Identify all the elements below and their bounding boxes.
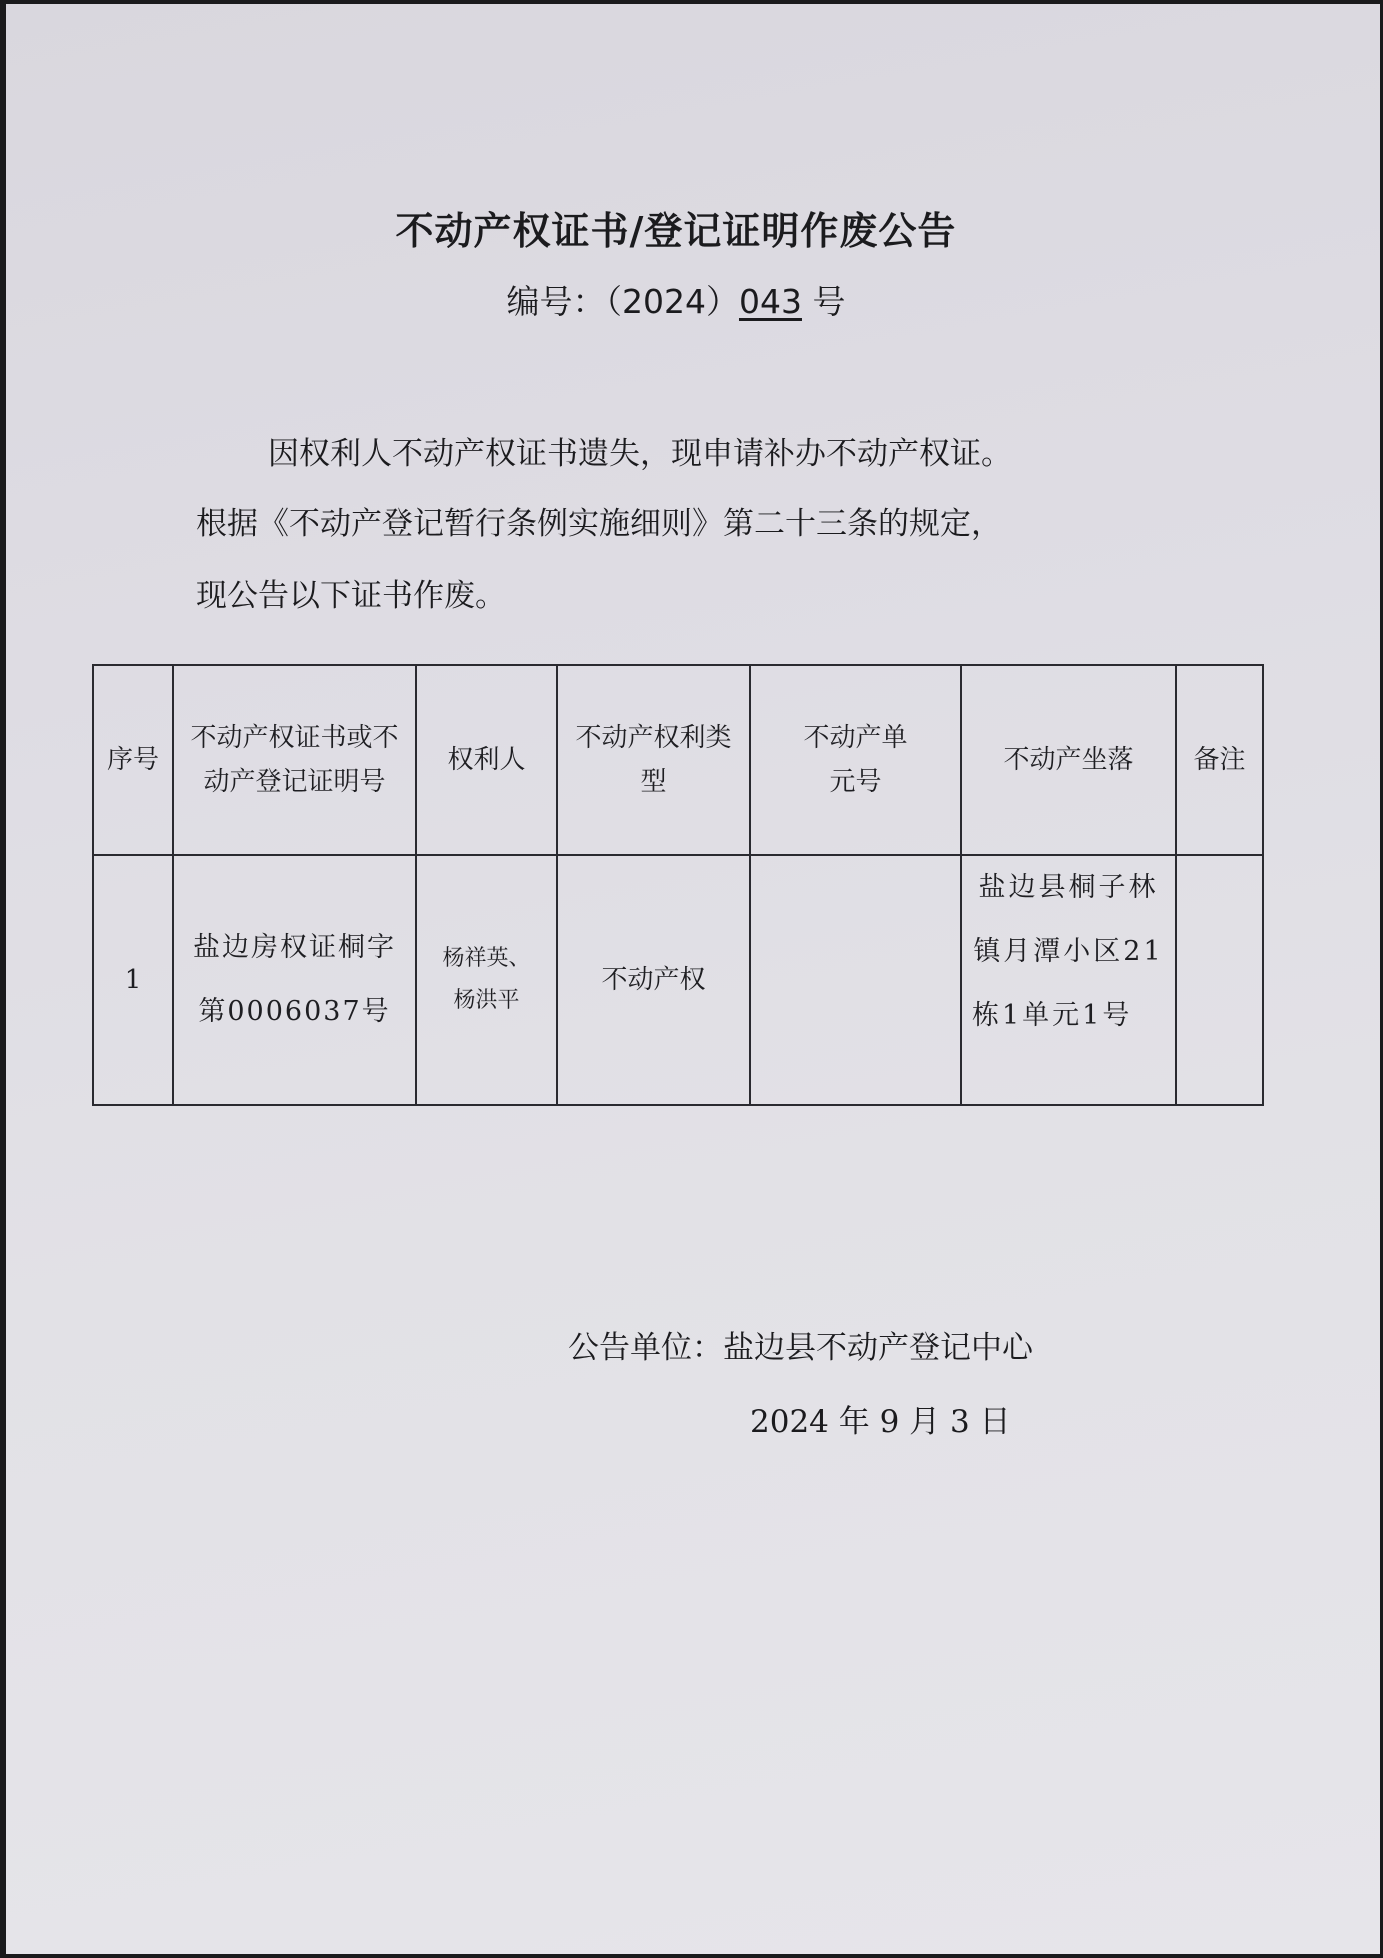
row-holder-line-1: 杨祥英、 bbox=[442, 946, 531, 972]
row-right-type: 不动产权 bbox=[557, 855, 750, 1105]
notice-number bbox=[6, 276, 1346, 323]
paragraph-line-3: 现公告以下证书作废。 bbox=[196, 578, 506, 614]
row-cert-number: 盐边房权证桐字第0006037号 bbox=[173, 855, 416, 1105]
notice-number-prefix: 编号：（2024） bbox=[506, 282, 739, 321]
header-cert-number: 不动产权证书或不动产登记证明号 bbox=[173, 665, 416, 855]
header-holder: 权利人 bbox=[416, 665, 557, 855]
table-header-row bbox=[93, 665, 1263, 855]
table-row bbox=[93, 855, 1263, 1105]
void-certificate-table bbox=[92, 664, 1264, 1106]
header-unit-number: 不动产单元号 bbox=[750, 665, 961, 855]
notice-number-suffix: 号 bbox=[801, 282, 846, 321]
paragraph-line-1: 因权利人不动产权证书遗失，现申请补办不动产权证。 bbox=[268, 436, 1012, 472]
notice-number-value: 043 bbox=[738, 282, 802, 321]
row-holder bbox=[416, 855, 557, 1105]
row-holder-line-2: 杨洪平 bbox=[453, 988, 520, 1013]
issue-date: 2024 年 9 月 3 日 bbox=[750, 1404, 1011, 1440]
row-remark bbox=[1176, 855, 1263, 1105]
notice-title: 不动产权证书/登记证明作废公告 bbox=[395, 208, 957, 253]
row-seq: 1 bbox=[93, 855, 173, 1105]
header-right-type: 不动产权利类 型 bbox=[557, 665, 750, 855]
row-unit-number bbox=[750, 855, 961, 1105]
header-seq: 序号 bbox=[93, 665, 173, 855]
notice-sheet bbox=[6, 4, 1380, 1954]
row-location: 盐边县桐子林镇月潭小区21栋1单元1号 bbox=[961, 855, 1176, 1105]
header-location: 不动产坐落 bbox=[961, 665, 1176, 855]
paragraph-line-2: 根据《不动产登记暂行条例实施细则》第二十三条的规定， bbox=[196, 506, 1002, 542]
header-remark: 备注 bbox=[1176, 665, 1263, 855]
issuer: 公告单位：盐边县不动产登记中心 bbox=[568, 1330, 1033, 1366]
